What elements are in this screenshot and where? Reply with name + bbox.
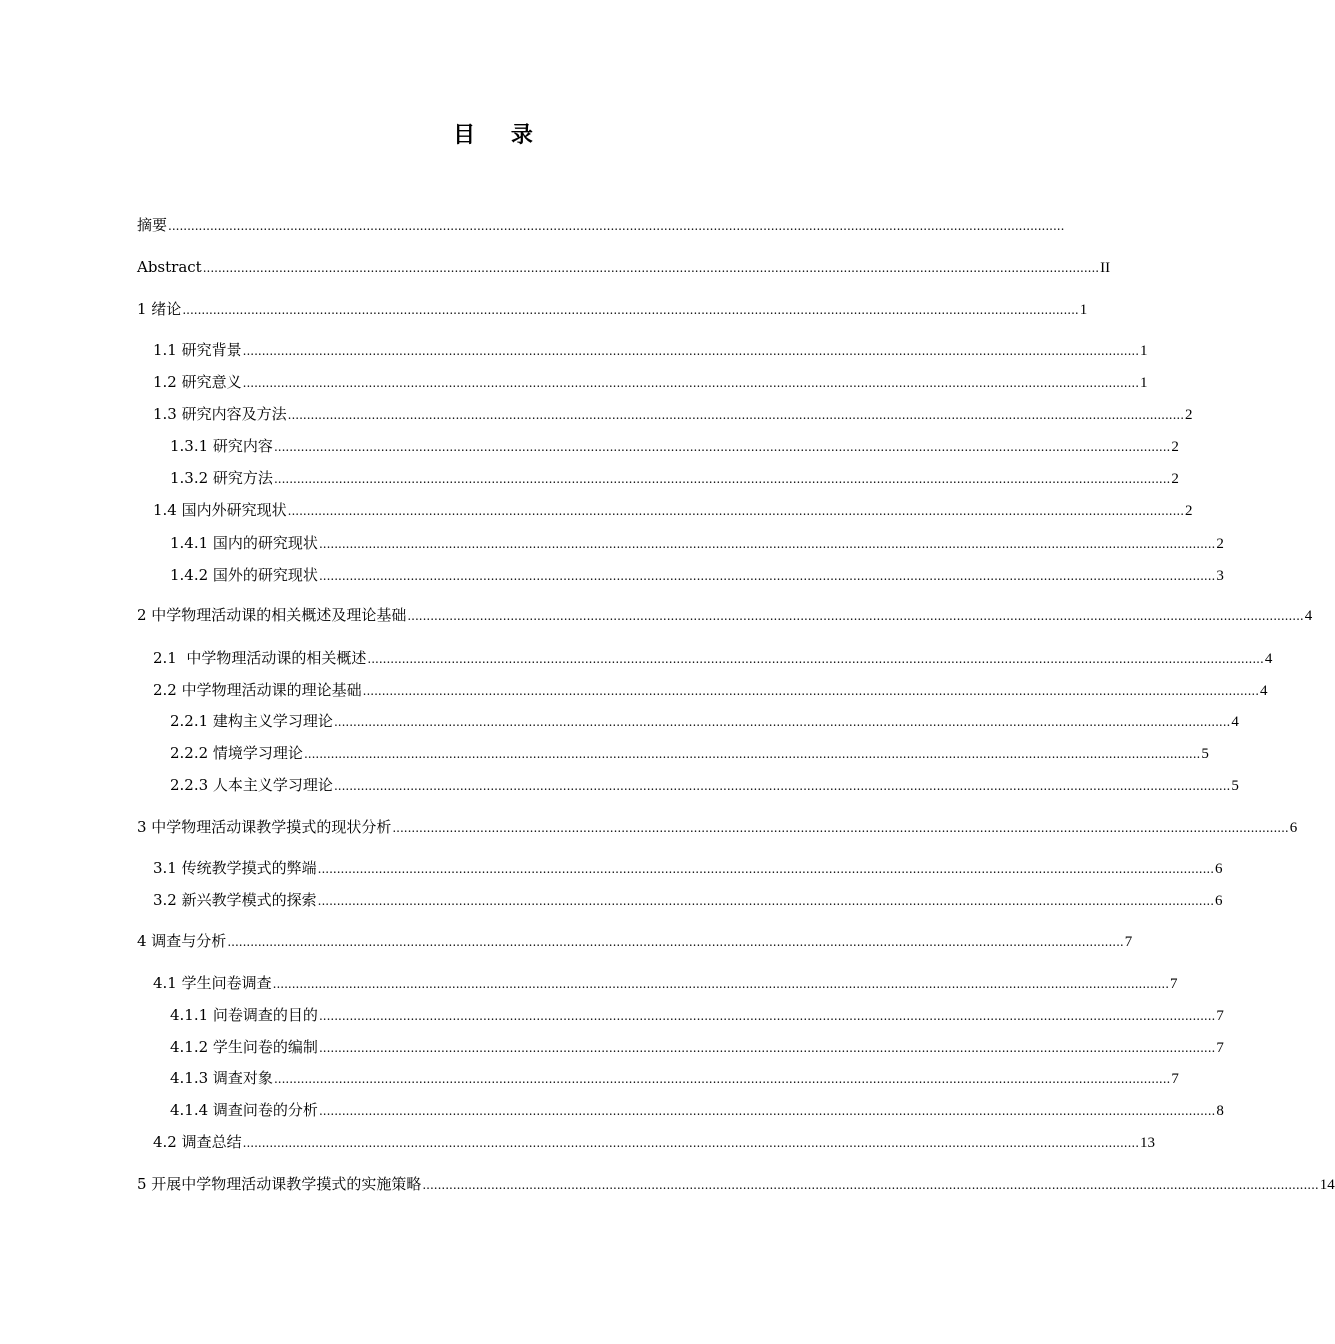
toc-entry-label: 4.1.3 调查对象 <box>170 1069 273 1087</box>
toc-entry-label: 4 调查与分析 <box>137 932 227 950</box>
toc-entry[interactable] <box>170 436 1179 456</box>
toc-entry-page: 2 <box>1185 407 1193 423</box>
toc-entry-label: 1.2 研究意义 <box>153 373 242 391</box>
toc-entry-label: 2.2.1 建构主义学习理论 <box>170 712 333 730</box>
toc-entry-page: 4 <box>1264 651 1273 667</box>
toc-entry-label: 摘要 <box>137 216 168 234</box>
toc-leader-dots: ........................................................................................................................................................................................................................................... <box>303 747 1201 761</box>
toc-entry[interactable] <box>153 858 1223 878</box>
toc-entry-label: 4.1.1 问卷调查的目的 <box>170 1006 318 1024</box>
toc-entry[interactable] <box>137 299 1088 319</box>
toc-leader-dots: ........................................................................................................................................................................................................................................... <box>272 977 1170 991</box>
toc-leader-dots: ........................................................................................................................................................................................................................................... <box>273 1072 1171 1086</box>
toc-leader-dots: ........................................................................................................................................................................................................................................... <box>168 219 1065 233</box>
toc-entry-page: 2 <box>1171 439 1179 455</box>
toc-entry-label: 3.1 传统教学摸式的弊端 <box>153 859 317 877</box>
toc-entry-page: 1 <box>1140 375 1148 391</box>
toc-entry-page: 2 <box>1171 471 1179 487</box>
toc-leader-dots: ........................................................................................................................................................................................................................................... <box>318 569 1216 583</box>
toc-entry-page: 1 <box>1140 343 1148 359</box>
toc-leader-dots: ........................................................................................................................................................................................................................................... <box>333 779 1231 793</box>
toc-entry-label: 2.1 中学物理活动课的相关概述 <box>153 649 367 667</box>
toc-entry[interactable] <box>153 500 1193 520</box>
toc-entry[interactable] <box>170 1005 1224 1025</box>
toc-entry[interactable] <box>137 215 1065 235</box>
toc-leader-dots: ........................................................................................................................................................................................................................................... <box>287 504 1185 518</box>
toc-leader-dots: ........................................................................................................................................................................................................................................... <box>318 1009 1216 1023</box>
toc-entry-label: 2 中学物理活动课的相关概述及理论基础 <box>137 606 407 624</box>
toc-leader-dots: ........................................................................................................................................................................................................................................... <box>318 1104 1216 1118</box>
toc-entry-label: Abstract <box>137 258 202 276</box>
toc-entry-page: 5 <box>1231 778 1239 794</box>
toc-entry-page: 3 <box>1216 568 1224 584</box>
toc-entry-label: 4.1 学生问卷调查 <box>153 974 272 992</box>
toc-leader-dots: ........................................................................................................................................................................................................................................... <box>407 609 1304 623</box>
toc-entry[interactable] <box>170 565 1224 585</box>
toc-leader-dots: ........................................................................................................................................................................................................................................... <box>333 715 1231 729</box>
toc-entry-page: 7 <box>1171 1071 1179 1087</box>
toc-entry-label: 5 开展中学物理活动课教学摸式的实施策略 <box>137 1175 422 1193</box>
toc-leader-dots: ........................................................................................................................................................................................................................................... <box>273 472 1171 486</box>
toc-leader-dots: ........................................................................................................................................................................................................................................... <box>242 344 1140 358</box>
toc-entry-label: 1.3.2 研究方法 <box>170 469 273 487</box>
toc-entry[interactable] <box>170 743 1209 763</box>
toc-leader-dots: ........................................................................................................................................................................................................................................... <box>202 261 1100 275</box>
toc-entry-page: 2 <box>1216 536 1224 552</box>
toc-entry[interactable] <box>137 257 1111 277</box>
toc-leader-dots: ........................................................................................................................................................................................................................................... <box>273 440 1171 454</box>
toc-leader-dots: ........................................................................................................................................................................................................................................... <box>227 935 1124 949</box>
toc-entry[interactable] <box>137 931 1133 951</box>
toc-entry-page: 7 <box>1124 934 1133 950</box>
toc-entry-page: 8 <box>1216 1103 1224 1119</box>
toc-leader-dots: ........................................................................................................................................................................................................................................... <box>287 408 1185 422</box>
toc-entry-label: 1.4.1 国内的研究现状 <box>170 534 318 552</box>
toc-entry[interactable] <box>170 533 1224 553</box>
toc-entry-label: 2.2 中学物理活动课的理论基础 <box>153 681 362 699</box>
toc-leader-dots: ........................................................................................................................................................................................................................................... <box>317 894 1215 908</box>
toc-leader-dots: ........................................................................................................................................................................................................................................... <box>317 862 1215 876</box>
toc-entry[interactable] <box>153 340 1148 360</box>
toc-entry-page: 4 <box>1304 608 1313 624</box>
toc-entry[interactable] <box>137 817 1298 837</box>
toc-leader-dots: ........................................................................................................................................................................................................................................... <box>362 684 1260 698</box>
toc-entry-label: 4.1.2 学生问卷的编制 <box>170 1038 318 1056</box>
toc-leader-dots: ........................................................................................................................................................................................................................................... <box>182 303 1079 317</box>
toc-entry-page: 7 <box>1216 1008 1224 1024</box>
toc-entry-label: 1.1 研究背景 <box>153 341 242 359</box>
toc-entry-page: 14 <box>1319 1177 1335 1193</box>
toc-entry-page: 4 <box>1231 714 1239 730</box>
toc-entry[interactable] <box>153 890 1223 910</box>
toc-entry-page: 5 <box>1201 746 1209 762</box>
toc-entry[interactable] <box>170 468 1179 488</box>
toc-entry-label: 4.1.4 调查问卷的分析 <box>170 1101 318 1119</box>
toc-leader-dots: ........................................................................................................................................................................................................................................... <box>318 537 1216 551</box>
toc-entry-label: 3 中学物理活动课教学摸式的现状分析 <box>137 818 392 836</box>
toc-entry-page: 2 <box>1185 503 1193 519</box>
toc-entry-label: 1.3.1 研究内容 <box>170 437 273 455</box>
toc-leader-dots: ........................................................................................................................................................................................................................................... <box>242 376 1140 390</box>
toc-entry[interactable] <box>137 605 1313 625</box>
toc-entry[interactable] <box>137 1174 1335 1194</box>
toc-entry[interactable] <box>153 372 1148 392</box>
toc-entry-page: 6 <box>1215 861 1223 877</box>
toc-leader-dots: ........................................................................................................................................................................................................................................... <box>318 1041 1216 1055</box>
toc-entry-label: 3.2 新兴教学模式的探索 <box>153 891 317 909</box>
toc-entry[interactable] <box>170 775 1239 795</box>
toc-entry[interactable] <box>153 648 1273 668</box>
toc-entry-label: 1.4 国内外研究现状 <box>153 501 287 519</box>
toc-entry[interactable] <box>153 680 1268 700</box>
toc-entry-page: 13 <box>1140 1135 1156 1151</box>
toc-entry-label: 2.2.3 人本主义学习理论 <box>170 776 333 794</box>
toc-title: 目 录 <box>453 123 547 148</box>
toc-entry[interactable] <box>170 1068 1179 1088</box>
toc-entry[interactable] <box>153 1132 1156 1152</box>
toc-entry-label: 1.4.2 国外的研究现状 <box>170 566 318 584</box>
toc-entry-page: 6 <box>1215 893 1223 909</box>
toc-entry[interactable] <box>170 1037 1224 1057</box>
toc-leader-dots: ........................................................................................................................................................................................................................................... <box>392 821 1289 835</box>
toc-entry[interactable] <box>153 404 1193 424</box>
toc-entry-page: 4 <box>1260 683 1268 699</box>
toc-entry[interactable] <box>170 711 1239 731</box>
toc-entry[interactable] <box>170 1100 1224 1120</box>
toc-entry-label: 4.2 调查总结 <box>153 1133 242 1151</box>
toc-entry-page: 1 <box>1079 302 1088 318</box>
toc-entry-label: 1.3 研究内容及方法 <box>153 405 287 423</box>
toc-entry[interactable] <box>153 973 1178 993</box>
toc-entry-label: 1 绪论 <box>137 300 182 318</box>
toc-entry-label: 2.2.2 情境学习理论 <box>170 744 303 762</box>
toc-leader-dots: ........................................................................................................................................................................................................................................... <box>422 1178 1319 1192</box>
toc-entry-page: 7 <box>1170 976 1178 992</box>
toc-leader-dots: ........................................................................................................................................................................................................................................... <box>242 1136 1140 1150</box>
toc-entry-page: II <box>1100 260 1111 276</box>
toc-entry-page: 6 <box>1289 820 1298 836</box>
toc-leader-dots: ........................................................................................................................................................................................................................................... <box>367 652 1264 666</box>
toc-entry-page: 7 <box>1216 1040 1224 1056</box>
